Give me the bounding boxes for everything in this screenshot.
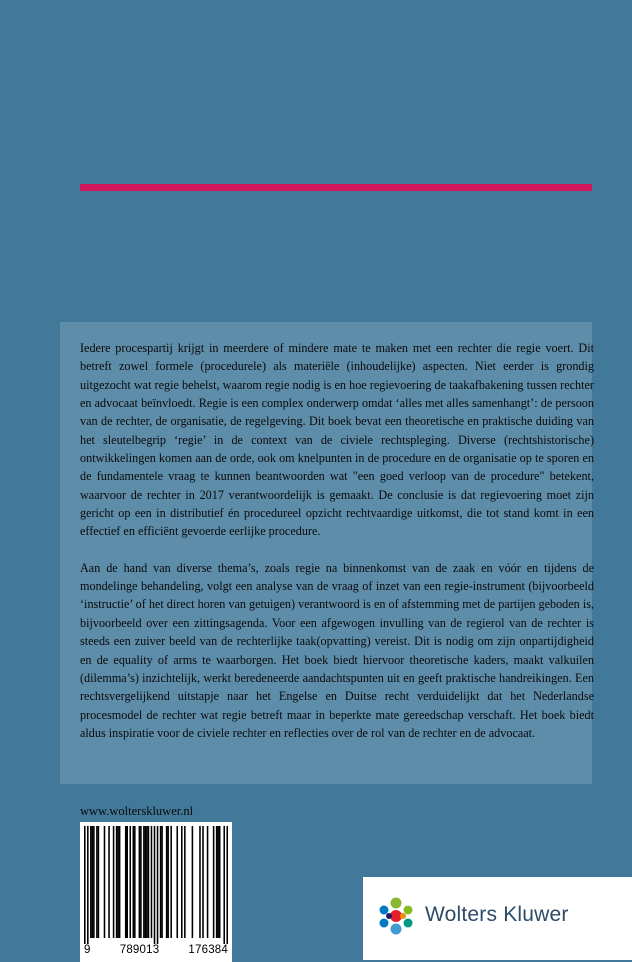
blurb-paragraph-1: Iedere procespartij krijgt in meerdere of mindere mate te maken met een rechter die regie voert. Dit betreft zowel formele (procedurele) als materiële (inhoudelijke) aspecten. Niet eerder is grondig uitgezocht wat regie behelst, waarom regie nodig is en hoe regievoering de taakafbakening tussen rechter en advocaat beïnvloedt. Regie is een complex onderwerp omdat ‘alles met alles samenhangt’: de persoon van de rechter, de organisatie, de regelgeving. Dit boek bevat een theoretische en praktische duiding van het sleutelbegrip ‘regie’ in de context van de civiele rechtspleging. Diverse (rechtshistorische) ontwikkelingen komen aan de orde, ook om knelpunten in de procedure en de organisatie op te sporen en de fundamentele vraag te kunnen beantwoorden wat "een goed verloop van de procedure" betekent, waarvoor de rechter in 2017 verantwoordelijk is gemaakt. De conclusie is dat regievoering moet zijn gericht op een in distributief én procedureel opzicht rechtvaardige uitkomst, die tot stand komt in een effectief en efficiënt gevoerde eerlijke procedure. [80, 341, 594, 539]
barcode-bar [92, 826, 94, 938]
barcode-guard-bar [223, 826, 225, 944]
isbn-part-3: 176384 [188, 944, 228, 956]
isbn-number [80, 944, 232, 956]
barcode-bar [217, 826, 219, 938]
barcode-bar [104, 826, 106, 938]
barcode [80, 822, 232, 962]
barcode-bar [161, 826, 163, 938]
barcode-bar [219, 826, 221, 938]
barcode-bar [125, 826, 127, 938]
barcode-bar [108, 826, 110, 938]
barcode-bar [202, 826, 204, 938]
barcode-bar [184, 826, 186, 938]
website-link[interactable]: www.wolterskluwer.nl [80, 804, 194, 818]
wolters-kluwer-dots-icon [375, 895, 417, 937]
barcode-bars [84, 826, 228, 944]
barcode-bar [145, 826, 147, 938]
barcode-bar [139, 826, 141, 938]
barcode-guard-bar [84, 826, 86, 944]
barcode-bar [129, 826, 131, 938]
barcode-bar [93, 826, 95, 938]
blurb-paragraph-2: Aan de hand van diverse thema’s, zoals regie na binnenkomst van de zaak en vóór en tijdens de mondelinge behandeling, volgt een analyse van de vraag of inzet van een regie-instrument (bijvoorbeeld ‘instructie’ of het direct horen van getuigen) verantwoord is en of afstemming met de partijen geboden is, bijvoorbeeld over een zittingsagenda. Voor een afgewogen invulling van de regierol van de rechter is steeds een zuiver beeld van de rechterlijke taak(opvatting) vereist. Dit is nodig om zijn onpartijdigheid en de equality of arms te waarborgen. Het boek biedt hiervoor theoretische kaders, maakt valkuilen (dilemma’s) inzichtelijk, werkt beredeneerde aandachtspunten uit en geeft praktische handreikingen. Een rechtsvergelijkend uitstapje naar het Engelse en Duitse recht verduidelijkt dat het Nederlandse procesmodel de rechter wat regie betreft maar in beperkte mate gereedschap verschaft. Het boek biedt aldus inspiratie voor de civiele rechter en reflecties over de rol van de rechter en de advocaat. [80, 560, 594, 740]
barcode-bar [160, 826, 162, 938]
barcode-bar [207, 826, 209, 938]
barcode-bar [176, 826, 178, 938]
barcode-bar [140, 826, 142, 938]
barcode-bar [133, 826, 135, 938]
barcode-bar [151, 826, 153, 938]
barcode-bar [170, 826, 172, 938]
barcode-bar [166, 826, 168, 938]
accent-bar [80, 184, 592, 191]
barcode-bar [134, 826, 136, 938]
barcode-bar [113, 826, 115, 938]
barcode-bar [98, 826, 100, 938]
barcode-guard-bar [157, 826, 159, 944]
barcode-bar [199, 826, 201, 938]
barcode-bar [90, 826, 92, 938]
barcode-bar [119, 826, 121, 938]
barcode-guard-bar [154, 826, 156, 944]
publisher-name: Wolters Kluwer [425, 903, 569, 926]
barcode-bar [146, 826, 148, 938]
barcode-bar [117, 826, 119, 938]
barcode-bar [96, 826, 98, 938]
barcode-bar [167, 826, 169, 938]
barcode-bar [116, 826, 118, 938]
barcode-guard-bar [226, 826, 228, 944]
barcode-guard-bar [87, 826, 89, 944]
barcode-bar [148, 826, 150, 938]
publisher-logo [363, 877, 632, 960]
barcode-bar [126, 826, 128, 938]
isbn-part-1: 9 [84, 944, 91, 956]
barcode-bar [181, 826, 183, 938]
isbn-part-2: 789013 [119, 944, 160, 956]
barcode-bar [192, 826, 194, 938]
barcode-bar [143, 826, 145, 938]
barcode-bar [213, 826, 215, 938]
back-cover-blurb [80, 339, 594, 742]
barcode-bar [216, 826, 218, 938]
